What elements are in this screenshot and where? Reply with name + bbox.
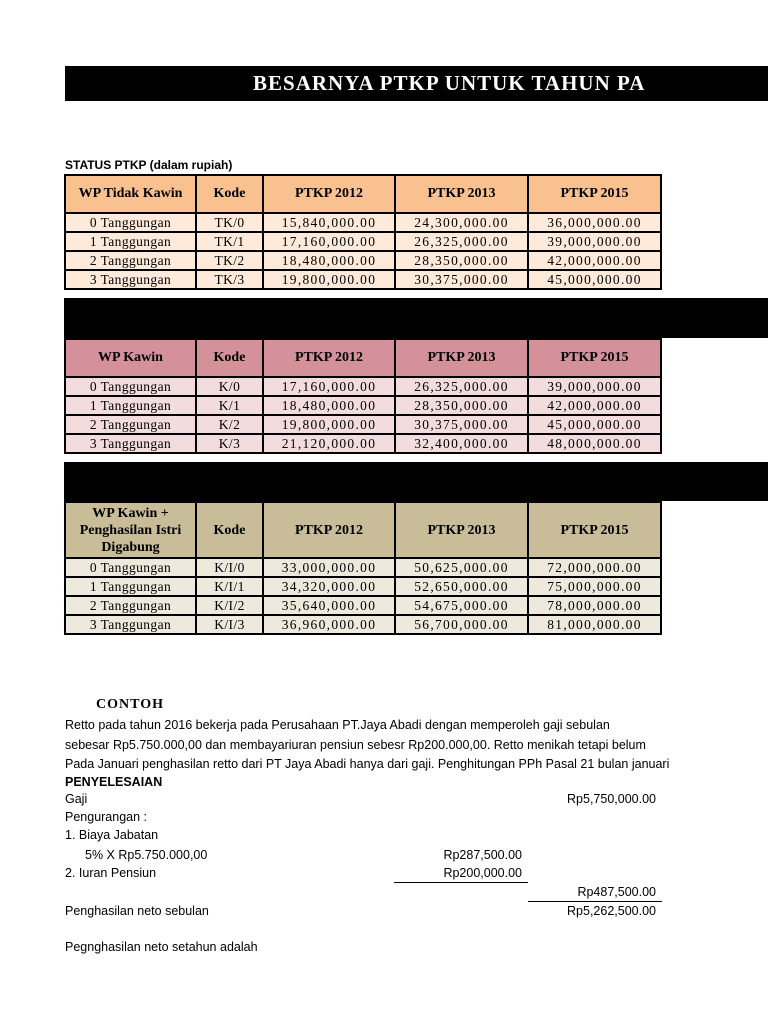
biaya-jabatan-label: 1. Biaya Jabatan bbox=[65, 828, 159, 842]
cell-tanggungan: 0 Tanggungan bbox=[65, 558, 196, 577]
example-paragraph-line-3: Pada Januari penghasilan retto dari PT Jaya Abadi hanya dari gaji. Penghitungan PPh Pasal 21 bulan januari bbox=[65, 757, 670, 771]
cell-kode: K/I/0 bbox=[196, 558, 263, 577]
cell-ptkp-2015: 78,000,000.00 bbox=[528, 596, 661, 615]
cell-ptkp-2013: 26,325,000.00 bbox=[395, 377, 528, 396]
cell-ptkp-2015: 48,000,000.00 bbox=[528, 434, 661, 453]
cell-ptkp-2015: 36,000,000.00 bbox=[528, 213, 661, 232]
table-row bbox=[65, 596, 661, 615]
cell-kode: TK/2 bbox=[196, 251, 263, 270]
example-paragraph-line-2: sebesar Rp5.750.000,00 dan membayariuran pensiun sebesr Rp200.000,00. Retto menikah tetapi belum bbox=[65, 738, 646, 752]
cell-ptkp-2013: 30,375,000.00 bbox=[395, 270, 528, 289]
status-ptkp-label: STATUS PTKP (dalam rupiah) bbox=[65, 158, 233, 172]
cell-tanggungan: 3 Tanggungan bbox=[65, 270, 196, 289]
total-pengurangan-amount: Rp487,500.00 bbox=[577, 885, 656, 899]
table-header-row bbox=[65, 339, 661, 377]
gaji-amount: Rp5,750,000.00 bbox=[567, 792, 656, 806]
separator-band bbox=[64, 298, 768, 338]
iuran-pensiun-amount: Rp200,000.00 bbox=[443, 866, 522, 880]
ptkp-table-kawin bbox=[64, 338, 662, 454]
cell-tanggungan: 3 Tanggungan bbox=[65, 434, 196, 453]
table-row bbox=[65, 213, 661, 232]
cell-ptkp-2012: 34,320,000.00 bbox=[263, 577, 395, 596]
header-ptkp-2015: PTKP 2015 bbox=[528, 175, 661, 213]
header-ptkp-2015: PTKP 2015 bbox=[528, 339, 661, 377]
header-status: WP Kawin + Penghasilan Istri Digabung bbox=[65, 502, 196, 558]
cell-ptkp-2015: 39,000,000.00 bbox=[528, 232, 661, 251]
table-row bbox=[65, 377, 661, 396]
table-row bbox=[65, 615, 661, 634]
cell-ptkp-2013: 28,350,000.00 bbox=[395, 251, 528, 270]
neto-setahun-label: Pegnghasilan neto setahun adalah bbox=[65, 940, 258, 954]
table-row bbox=[65, 232, 661, 251]
cell-ptkp-2013: 56,700,000.00 bbox=[395, 615, 528, 634]
header-ptkp-2012: PTKP 2012 bbox=[263, 339, 395, 377]
table-row bbox=[65, 415, 661, 434]
cell-ptkp-2013: 50,625,000.00 bbox=[395, 558, 528, 577]
total-rule bbox=[528, 901, 662, 902]
gaji-label: Gaji bbox=[65, 792, 88, 806]
cell-ptkp-2012: 36,960,000.00 bbox=[263, 615, 395, 634]
header-ptkp-2013: PTKP 2013 bbox=[395, 175, 528, 213]
cell-ptkp-2012: 18,480,000.00 bbox=[263, 251, 395, 270]
cell-kode: K/0 bbox=[196, 377, 263, 396]
table-header-row bbox=[65, 502, 661, 558]
cell-ptkp-2012: 33,000,000.00 bbox=[263, 558, 395, 577]
cell-kode: K/I/3 bbox=[196, 615, 263, 634]
cell-kode: K/3 bbox=[196, 434, 263, 453]
cell-tanggungan: 1 Tanggungan bbox=[65, 577, 196, 596]
cell-tanggungan: 2 Tanggungan bbox=[65, 596, 196, 615]
cell-ptkp-2013: 54,675,000.00 bbox=[395, 596, 528, 615]
cell-ptkp-2015: 45,000,000.00 bbox=[528, 270, 661, 289]
table-row bbox=[65, 434, 661, 453]
cell-tanggungan: 1 Tanggungan bbox=[65, 396, 196, 415]
cell-ptkp-2012: 19,800,000.00 bbox=[263, 415, 395, 434]
cell-tanggungan: 0 Tanggungan bbox=[65, 213, 196, 232]
biaya-jabatan-calculation: 5% X Rp5.750.000,00 bbox=[85, 848, 208, 862]
example-paragraph-line-1: Retto pada tahun 2016 bekerja pada Perusahaan PT.Jaya Abadi dengan memperoleh gaji sebulan bbox=[65, 718, 610, 732]
header-kode: Kode bbox=[196, 339, 263, 377]
table-row bbox=[65, 577, 661, 596]
cell-kode: K/I/1 bbox=[196, 577, 263, 596]
cell-ptkp-2013: 28,350,000.00 bbox=[395, 396, 528, 415]
table-header-row bbox=[65, 175, 661, 213]
penyelesaian-label: PENYELESAIAN bbox=[65, 775, 163, 789]
cell-ptkp-2015: 42,000,000.00 bbox=[528, 396, 661, 415]
cell-ptkp-2012: 15,840,000.00 bbox=[263, 213, 395, 232]
table-row bbox=[65, 270, 661, 289]
table-row bbox=[65, 396, 661, 415]
neto-sebulan-label: Penghasilan neto sebulan bbox=[65, 904, 209, 918]
cell-ptkp-2013: 24,300,000.00 bbox=[395, 213, 528, 232]
header-ptkp-2013: PTKP 2013 bbox=[395, 502, 528, 558]
header-status: WP Kawin bbox=[65, 339, 196, 377]
header-ptkp-2012: PTKP 2012 bbox=[263, 175, 395, 213]
ptkp-table-kawin-istri-digabung bbox=[64, 501, 662, 635]
iuran-pensiun-label: 2. Iuran Pensiun bbox=[65, 866, 157, 880]
cell-tanggungan: 1 Tanggungan bbox=[65, 232, 196, 251]
header-status: WP Tidak Kawin bbox=[65, 175, 196, 213]
header-kode: Kode bbox=[196, 175, 263, 213]
header-ptkp-2015: PTKP 2015 bbox=[528, 502, 661, 558]
cell-kode: TK/3 bbox=[196, 270, 263, 289]
cell-kode: K/1 bbox=[196, 396, 263, 415]
table-row bbox=[65, 251, 661, 270]
contoh-heading: CONTOH bbox=[96, 697, 164, 712]
cell-ptkp-2015: 45,000,000.00 bbox=[528, 415, 661, 434]
table-row bbox=[65, 558, 661, 577]
separator-band bbox=[64, 462, 768, 501]
cell-ptkp-2012: 35,640,000.00 bbox=[263, 596, 395, 615]
cell-kode: K/I/2 bbox=[196, 596, 263, 615]
header-ptkp-2013: PTKP 2013 bbox=[395, 339, 528, 377]
cell-ptkp-2015: 42,000,000.00 bbox=[528, 251, 661, 270]
cell-ptkp-2012: 17,160,000.00 bbox=[263, 377, 395, 396]
subtotal-rule bbox=[394, 882, 528, 883]
cell-tanggungan: 2 Tanggungan bbox=[65, 415, 196, 434]
cell-tanggungan: 0 Tanggungan bbox=[65, 377, 196, 396]
header-kode: Kode bbox=[196, 502, 263, 558]
cell-kode: K/2 bbox=[196, 415, 263, 434]
cell-ptkp-2013: 26,325,000.00 bbox=[395, 232, 528, 251]
cell-tanggungan: 2 Tanggungan bbox=[65, 251, 196, 270]
cell-ptkp-2012: 17,160,000.00 bbox=[263, 232, 395, 251]
cell-ptkp-2013: 52,650,000.00 bbox=[395, 577, 528, 596]
pengurangan-label: Pengurangan : bbox=[65, 810, 148, 824]
neto-sebulan-amount: Rp5,262,500.00 bbox=[567, 904, 656, 918]
cell-ptkp-2015: 72,000,000.00 bbox=[528, 558, 661, 577]
header-ptkp-2012: PTKP 2012 bbox=[263, 502, 395, 558]
cell-ptkp-2012: 19,800,000.00 bbox=[263, 270, 395, 289]
cell-ptkp-2013: 32,400,000.00 bbox=[395, 434, 528, 453]
title-bar bbox=[65, 66, 768, 101]
cell-kode: TK/0 bbox=[196, 213, 263, 232]
cell-ptkp-2012: 18,480,000.00 bbox=[263, 396, 395, 415]
ptkp-table-tidak-kawin bbox=[64, 174, 662, 290]
cell-ptkp-2015: 81,000,000.00 bbox=[528, 615, 661, 634]
cell-ptkp-2015: 39,000,000.00 bbox=[528, 377, 661, 396]
cell-kode: TK/1 bbox=[196, 232, 263, 251]
page-title: BESARNYA PTKP UNTUK TAHUN PA bbox=[253, 71, 646, 95]
biaya-jabatan-amount: Rp287,500.00 bbox=[443, 848, 522, 862]
cell-tanggungan: 3 Tanggungan bbox=[65, 615, 196, 634]
cell-ptkp-2012: 21,120,000.00 bbox=[263, 434, 395, 453]
cell-ptkp-2013: 30,375,000.00 bbox=[395, 415, 528, 434]
cell-ptkp-2015: 75,000,000.00 bbox=[528, 577, 661, 596]
